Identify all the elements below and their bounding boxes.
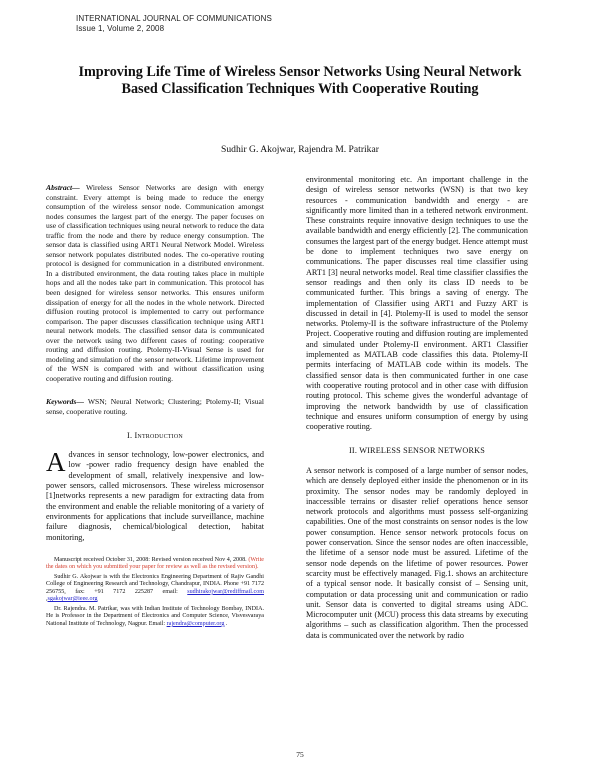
section-heading-intro [46,431,264,441]
section-title: Introduction [134,430,183,440]
paper-authors: Sudhir G. Akojwar, Rajendra M. Patrikar [221,144,379,155]
page-number: 75 [296,750,304,759]
footnotes [46,557,264,629]
right-column [306,175,528,641]
intro-text: dvances in sensor technology, low-power electronics, and low -power radio frequency design have enabled the development of small, relatively inexpensive and low-power sensors, called microsensors. These wireless microsensor [1]networks represents a new paradigm for extracting data from the environment and enable the reliable monitoring of a variety of environments for applications that include surveillance, machine failure diagnosis, chemical/biological detection, habitat monitoring, [46,450,264,542]
section-heading-wsn [306,446,528,456]
left-column [46,183,264,630]
right-paragraph-1: environmental monitoring etc. An important challenge in the design of wireless sensor networks (WSN) is that two key resources - communication bandwidth and energy - are significantly more limited than in a tethered network environment. These constraints require innovative design techniques to use the available bandwidth and energy efficiently [2]. The communication consumes the largest part of the energy budget. Hence attempt must be done to implement techniques two save energy on communications. The paper discusses real time classifier using ART1 [3] neural networks model. Real time classifier classifies the sensor readings and then only its class ID needs to be communicated further. This brings a saving of energy. The implementation of Classifier using ART1 and Fuzzy ART is discussed in detail in [4]. Ptolemy-II is used to model the sensor networks. Ptolemy-II is the software infrastructure of the Ptolemy Project. Cooperative routing and diffusion routing are implemented and simulated under Ptolemy-II environment. ART1 Classifier implemented as MATLAB code classifies this data. Ptolemy-II permits interfacing of MATLAB code within its models. The classified sensor data is then communicated further in one case with cooperative routing protocol and in other case with diffusion routing protocol. This scheme gives the wonderful advantage of improving the network bandwidth by use of classification technique and ensures uniform consumption of energy by using cooperative routing. [306,175,528,432]
keywords-label: Keywords— [46,397,84,407]
section-numeral: I. [127,430,133,440]
keywords [46,397,264,416]
intro-paragraph [46,447,264,543]
email-link-2[interactable]: sgakojwar@ieee.org [47,596,98,603]
abstract-label: Abstract— [46,183,80,192]
abstract-text: Wireless Sensor Networks are design with energy constraint. Every attempt is being made to reduce the energy consumption of the wireless sensor node. Communication amongst nodes consumes the largest part of the energy. The paper focuses on use of classification techniques using neural network to reduce the data traffic from the node and there by reduce energy consumption. The sensor data is classified using ART1 Neural Network Model. Wireless sensor network populates distributed nodes. The co-operative routing protocol is designed for communication in a distributed environment. In a distributed environment, the data routing takes place in multiple hops and all the nodes take part in communication. This protocol has been designed for wireless sensor networks. This ensures uniform dissipation of energy for all the nodes in the whole network. Directed diffusion routing protocol is implemented to carry out performance comparison. The paper discusses classification technique using ART1 neural network models. The classified sensor data is communicated over the network using two different cases of routing: cooperative routing and diffusion routing. Ptolemy-II-Visual Sense is used for modeling and simulation of the sensor network. Lifetime improvement of the WSN is compared with and without classification using cooperative routing and diffusion routing. [46,183,264,383]
paper-title: Improving Life Time of Wireless Sensor Networks Using Neural Network Based Classification Techniques With Cooperative Routing [78,64,522,97]
footnote-author2: Dr. Rajendra. M. Patrikar, was with Indian Institute of Technology Bombay, INDIA. He is Professor in the Department of Electronics and Computer Science, Visvesvaraya National Institute of Technology, Nagpur. Email: rajendra@computer.org . [46,605,264,627]
keywords-text: WSN; Neural Network; Clustering; Ptolemy-II; Visual sense, cooperative routing. [46,397,264,417]
abstract [46,183,264,383]
journal-issue: Issue 1, Volume 2, 2008 [76,24,165,33]
journal-name: INTERNATIONAL JOURNAL OF COMMUNICATIONS [76,14,272,23]
journal-header [76,14,272,34]
footnote-author1: Sudhir G. Akojwar is with the Electronics Engineering Department of Rajiv Gandhi College of Engineering Research and Technology, Chandrapur, INDIA. Phone +91 7172 256755, fax: +91 7172 225287 email: sudhirakojwar@rediffmail.com ,sgakojwar@ieee.org [46,573,265,603]
email-link-1[interactable]: sudhirakojwar@rediffmail.com [187,588,265,595]
section-title: WIRELESS SENSOR NETWORKS [359,446,486,456]
right-paragraph-2: A sensor network is composed of a large number of sensor nodes, which are densely deployed either inside the phenomenon or in its proximity. The sensor nodes may be randomly deployed in inaccessible terrains or disaster relief operations hence sensor network protocols and algorithms must possess self-organizing capabilities. One of the most constraints on sensor nodes is the low power consumption. Hence sensor network protocols focus on power conservation. Since the sensor nodes are often inaccessible, the lifetime of a sensor node must be assured. Lifetime of the sensor node depends on the lifetime of power resources. Power scarcity must be effectively managed. Fig.1. shows an architecture of a typical sensor node. It basically consist of – Sensing unit, computation or data processing unit and communication or radio unit. Sensor data is converted to digital streams using ADC. Microcomputer unit (MCU) process this data streams by executing algorithms – such as classification algorithm. Then the processed data is communicated over the network by radio [306,465,528,640]
dropcap: A [46,447,66,478]
email-link-3[interactable]: rajendra@computer.org [166,620,225,627]
section-numeral: II. [348,446,358,456]
footnote-manuscript: Manuscript received October 31, 2008: Revised version received Nov 4, 2008. (Write the dates on which you submitted your paper for review as well as the revised version). [46,556,264,571]
footnote-red-note: (Write the dates on which you submitted your paper for review as well as the revised version). [46,556,264,571]
